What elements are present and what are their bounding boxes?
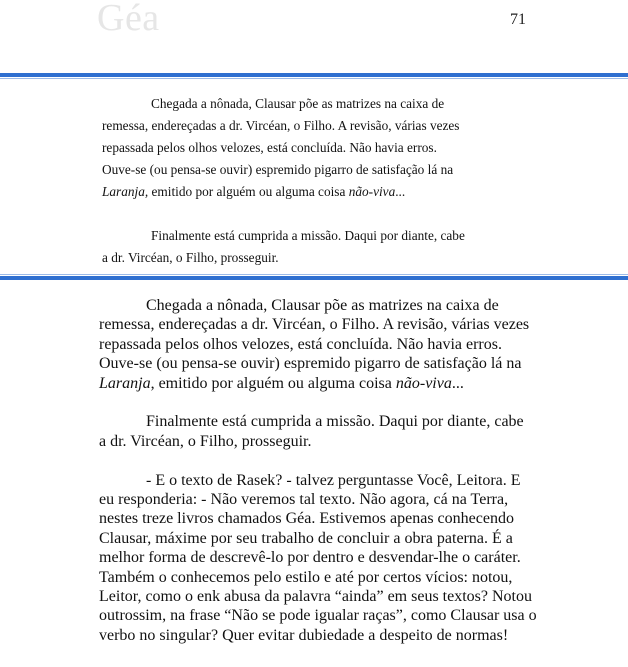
excerpt-line: Ouve-se (ou pensa-se ouvir) espremido pigarro de satisfação lá na xyxy=(102,162,454,177)
excerpt-text: emitido por alguém ou alguma coisa xyxy=(148,184,349,199)
excerpt-line: repassada pelos olhos velozes, está concluída. Não havia erros. xyxy=(102,140,437,155)
body-line: eu responderia: - Não veremos tal texto. Não agora, cá na Terra, xyxy=(99,491,509,509)
body-line: Ouve-se (ou pensa-se ouvir) espremido pigarro de satisfação lá na xyxy=(99,355,522,373)
body-line: Clausar, máxime por seu trabalho de concluir a obra paterna. É a xyxy=(99,529,513,547)
excerpt-line: remessa, endereçadas a dr. Vircéan, o Filho. A revisão, várias vezes xyxy=(102,118,460,133)
italic-word: Laranja, xyxy=(102,184,149,199)
italic-word: Laranja xyxy=(99,374,151,392)
bottom-divider-shadow xyxy=(0,274,628,275)
quoted-excerpt xyxy=(102,93,522,269)
body-text: ... xyxy=(451,374,464,392)
excerpt-line: Chegada a nônada, Clausar põe as matrizes na caixa de xyxy=(151,96,445,111)
body-line: outrossim, na frase “Não se pode igualar raças”, como Clausar usa o xyxy=(99,607,537,625)
body-line: remessa, endereçadas a dr. Vircéan, o Filho. A revisão, várias vezes xyxy=(99,316,530,334)
body-line: a dr. Vircéan, o Filho, prosseguir. xyxy=(99,432,312,450)
bottom-divider xyxy=(0,276,628,280)
excerpt-line: a dr. Vircéan, o Filho, prosseguir. xyxy=(102,250,279,265)
body-line: Chegada a nônada, Clausar põe as matrizes na caixa de xyxy=(146,297,499,314)
body-line: Finalmente está cumprida a missão. Daqui por diante, cabe xyxy=(146,413,524,431)
body-line: - E o texto de Rasek? - talvez perguntasse Você, Leitora. E xyxy=(146,471,521,489)
body-line: verbo no singular? Quer evitar dubiedade a despeito de normas! xyxy=(99,626,509,644)
top-divider-shadow xyxy=(0,78,628,79)
body-line: melhor forma de descrevê-lo por dentro e desvendar-lhe o caráter. xyxy=(99,549,521,567)
body-line: Leitor, como o enk abusa da palavra “ainda” em seus textos? Notou xyxy=(99,588,532,606)
excerpt-line: Finalmente está cumprida a missão. Daqui por diante, cabe xyxy=(151,228,465,243)
body-text: , emitido por alguém ou alguma coisa xyxy=(150,374,396,392)
body-line: Também o conhecemos pelo estilo e até por certos vícios: notou, xyxy=(99,568,513,586)
excerpt-line xyxy=(102,181,522,203)
main-text xyxy=(99,296,619,645)
body-line: repassada pelos olhos velozes, está concluída. Não havia erros. xyxy=(99,335,502,353)
top-divider xyxy=(0,73,628,77)
italic-word: não-viva xyxy=(348,184,396,199)
body-line xyxy=(99,374,619,393)
italic-word: não-viva xyxy=(395,374,452,392)
excerpt-text: ... xyxy=(395,184,406,199)
page-number: 71 xyxy=(510,11,526,28)
header-watermark: Géa xyxy=(97,0,160,39)
body-line: nestes treze livros chamados Géa. Estivemos apenas conhecendo xyxy=(99,510,514,528)
